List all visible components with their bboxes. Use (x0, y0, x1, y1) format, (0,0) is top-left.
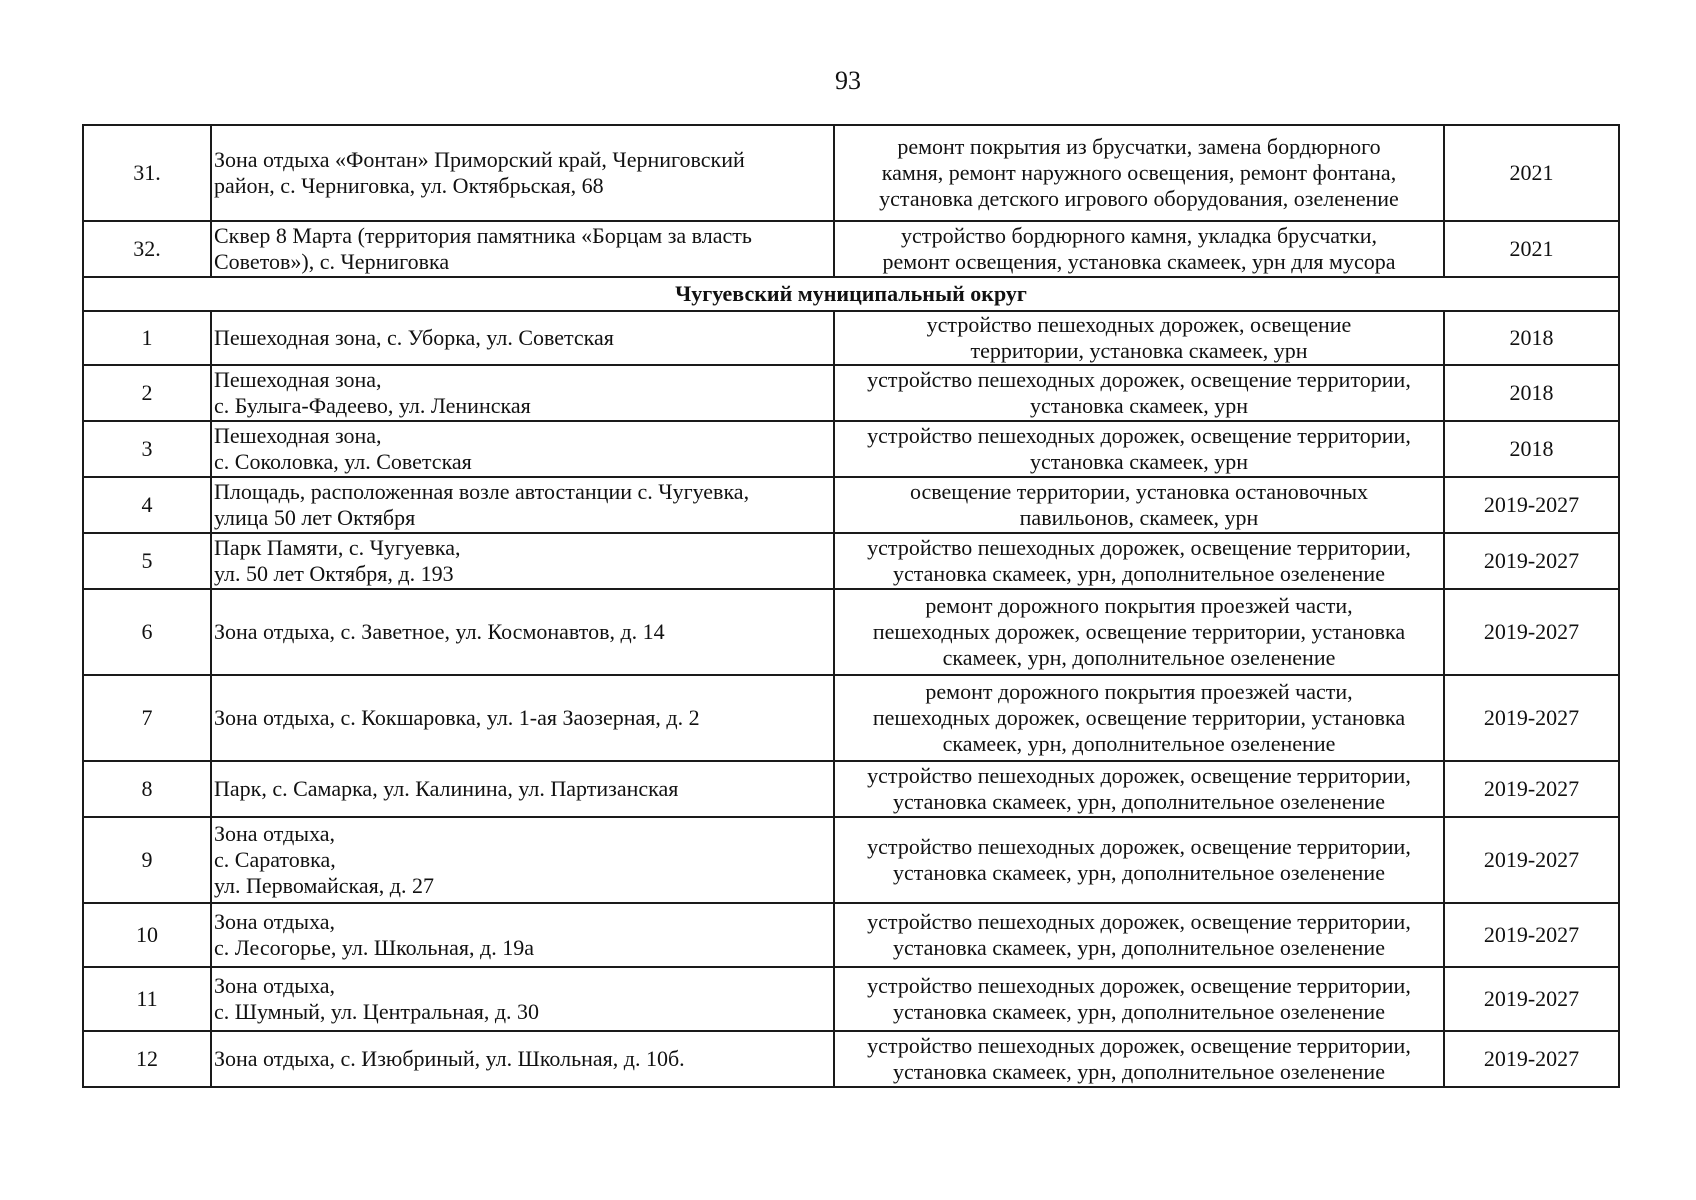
table-row (83, 221, 1619, 277)
cell-line: устройство бордюрного камня, укладка брусчатки, (900, 223, 1378, 248)
work-description (834, 589, 1444, 675)
cell-line: Советов»), с. Черниговка (214, 249, 450, 274)
cell-line: освещение территории, установка остановочных (909, 479, 1369, 504)
object-name (211, 761, 834, 817)
cell-line: Площадь, расположенная возле автостанции с. Чугуевка, (214, 479, 750, 504)
object-name (211, 903, 834, 967)
cell-line: с. Саратовка, (214, 847, 336, 872)
table-row (83, 589, 1619, 675)
cell-line: ремонт дорожного покрытия проезжей части, (925, 593, 1353, 618)
cell-line: ул. Первомайская, д. 27 (214, 873, 434, 898)
section-title: Чугуевский муниципальный округ (83, 277, 1619, 311)
table-row (83, 311, 1619, 365)
cell-line: Зона отдыха, (214, 973, 336, 998)
work-description (834, 477, 1444, 533)
cell-line: устройство пешеходных дорожек, освещение территории, (867, 367, 1411, 392)
object-name (211, 817, 834, 903)
object-name (211, 675, 834, 761)
row-number: 2 (83, 365, 211, 421)
table-row (83, 1031, 1619, 1087)
table-row (83, 477, 1619, 533)
work-description (834, 421, 1444, 477)
cell-line: скамеек, урн, дополнительное озеленение (942, 731, 1336, 756)
cell-line: пешеходных дорожек, освещение территории, установка (872, 619, 1406, 644)
cell-line: с. Соколовка, ул. Советская (214, 449, 472, 474)
cell-line: устройство пешеходных дорожек, освещение территории, (867, 973, 1411, 998)
table-row (83, 817, 1619, 903)
year: 2019-2027 (1444, 761, 1619, 817)
cell-line: Зона отдыха, с. Кокшаровка, ул. 1-ая Заозерная, д. 2 (214, 705, 700, 730)
cell-line: Пешеходная зона, (214, 423, 382, 448)
work-description (834, 817, 1444, 903)
objects-table (82, 124, 1620, 1088)
object-name (211, 1031, 834, 1087)
object-name (211, 477, 834, 533)
cell-line: установка скамеек, урн (1030, 449, 1248, 474)
cell-line: ремонт покрытия из брусчатки, замена бордюрного (897, 134, 1381, 159)
cell-line: павильонов, скамеек, урн (1019, 505, 1259, 530)
cell-line: с. Лесогорье, ул. Школьная, д. 19а (214, 935, 534, 960)
cell-line: устройство пешеходных дорожек, освещение территории, (867, 535, 1411, 560)
year: 2019-2027 (1444, 967, 1619, 1031)
object-name (211, 967, 834, 1031)
cell-line: улица 50 лет Октября (214, 505, 416, 530)
year: 2019-2027 (1444, 589, 1619, 675)
work-description (834, 967, 1444, 1031)
year: 2021 (1444, 221, 1619, 277)
work-description (834, 125, 1444, 221)
row-number: 10 (83, 903, 211, 967)
section-row (83, 277, 1619, 311)
table-row (83, 365, 1619, 421)
cell-line: установка скамеек, урн, дополнительное озеленение (893, 860, 1385, 885)
row-number: 7 (83, 675, 211, 761)
cell-line: установка скамеек, урн, дополнительное озеленение (893, 999, 1385, 1024)
work-description (834, 533, 1444, 589)
cell-line: с. Булыга-Фадеево, ул. Ленинская (214, 393, 531, 418)
year: 2019-2027 (1444, 675, 1619, 761)
cell-line: установка скамеек, урн, дополнительное озеленение (893, 789, 1385, 814)
cell-line: Зона отдыха, с. Заветное, ул. Космонавтов, д. 14 (214, 619, 665, 644)
year: 2019-2027 (1444, 903, 1619, 967)
row-number: 9 (83, 817, 211, 903)
cell-line: устройство пешеходных дорожек, освещение (926, 312, 1352, 337)
table-row (83, 903, 1619, 967)
cell-line: Парк Памяти, с. Чугуевка, (214, 535, 461, 560)
row-number: 12 (83, 1031, 211, 1087)
row-number: 5 (83, 533, 211, 589)
cell-line: устройство пешеходных дорожек, освещение территории, (867, 1033, 1411, 1058)
table-body (83, 125, 1619, 1087)
work-description (834, 903, 1444, 967)
row-number: 31. (83, 125, 211, 221)
table-row (83, 421, 1619, 477)
row-number: 32. (83, 221, 211, 277)
year: 2018 (1444, 365, 1619, 421)
cell-line: установка скамеек, урн, дополнительное озеленение (893, 1059, 1385, 1084)
row-number: 8 (83, 761, 211, 817)
row-number: 11 (83, 967, 211, 1031)
row-number: 6 (83, 589, 211, 675)
object-name (211, 311, 834, 365)
cell-line: пешеходных дорожек, освещение территории, установка (872, 705, 1406, 730)
cell-line: установка детского игрового оборудования, озеленение (879, 186, 1399, 211)
cell-line: с. Шумный, ул. Центральная, д. 30 (214, 999, 540, 1024)
work-description (834, 675, 1444, 761)
cell-line: территории, установка скамеек, урн (970, 338, 1308, 363)
row-number: 3 (83, 421, 211, 477)
table-row (83, 533, 1619, 589)
year: 2018 (1444, 421, 1619, 477)
cell-line: Зона отдыха, (214, 909, 336, 934)
object-name (211, 421, 834, 477)
cell-line: ремонт освещения, установка скамеек, урн для мусора (882, 249, 1396, 274)
table-row (83, 125, 1619, 221)
cell-line: ул. 50 лет Октября, д. 193 (214, 561, 454, 586)
table-row (83, 675, 1619, 761)
cell-line: Зона отдыха, (214, 821, 336, 846)
page-number: 93 (835, 66, 861, 95)
year: 2019-2027 (1444, 817, 1619, 903)
year: 2021 (1444, 125, 1619, 221)
cell-line: установка скамеек, урн, дополнительное озеленение (893, 561, 1385, 586)
cell-line: Сквер 8 Марта (территория памятника «Борцам за власть (214, 223, 752, 248)
cell-line: камня, ремонт наружного освещения, ремонт фонтана, (881, 160, 1397, 185)
cell-line: Зона отдыха «Фонтан» Приморский край, Черниговский (214, 147, 745, 172)
object-name (211, 533, 834, 589)
cell-line: Парк, с. Самарка, ул. Калинина, ул. Партизанская (214, 776, 679, 801)
cell-line: установка скамеек, урн, дополнительное озеленение (893, 935, 1385, 960)
table-row (83, 967, 1619, 1031)
work-description (834, 311, 1444, 365)
object-name (211, 365, 834, 421)
year: 2019-2027 (1444, 477, 1619, 533)
year: 2019-2027 (1444, 1031, 1619, 1087)
object-name (211, 125, 834, 221)
work-description (834, 1031, 1444, 1087)
work-description (834, 365, 1444, 421)
row-number: 4 (83, 477, 211, 533)
cell-line: район, с. Черниговка, ул. Октябрьская, 68 (214, 173, 604, 198)
cell-line: установка скамеек, урн (1030, 393, 1248, 418)
cell-line: устройство пешеходных дорожек, освещение территории, (867, 834, 1411, 859)
work-description (834, 221, 1444, 277)
year: 2019-2027 (1444, 533, 1619, 589)
cell-line: устройство пешеходных дорожек, освещение территории, (867, 909, 1411, 934)
cell-line: устройство пешеходных дорожек, освещение территории, (867, 763, 1411, 788)
cell-line: скамеек, урн, дополнительное озеленение (942, 645, 1336, 670)
cell-line: ремонт дорожного покрытия проезжей части, (925, 679, 1353, 704)
object-name (211, 589, 834, 675)
cell-line: Пешеходная зона, (214, 367, 382, 392)
table-row (83, 761, 1619, 817)
row-number: 1 (83, 311, 211, 365)
work-description (834, 761, 1444, 817)
cell-line: устройство пешеходных дорожек, освещение территории, (867, 423, 1411, 448)
cell-line: Зона отдыха, с. Изюбриный, ул. Школьная, д. 10б. (214, 1046, 685, 1071)
cell-line: Пешеходная зона, с. Уборка, ул. Советская (214, 325, 614, 350)
year: 2018 (1444, 311, 1619, 365)
object-name (211, 221, 834, 277)
